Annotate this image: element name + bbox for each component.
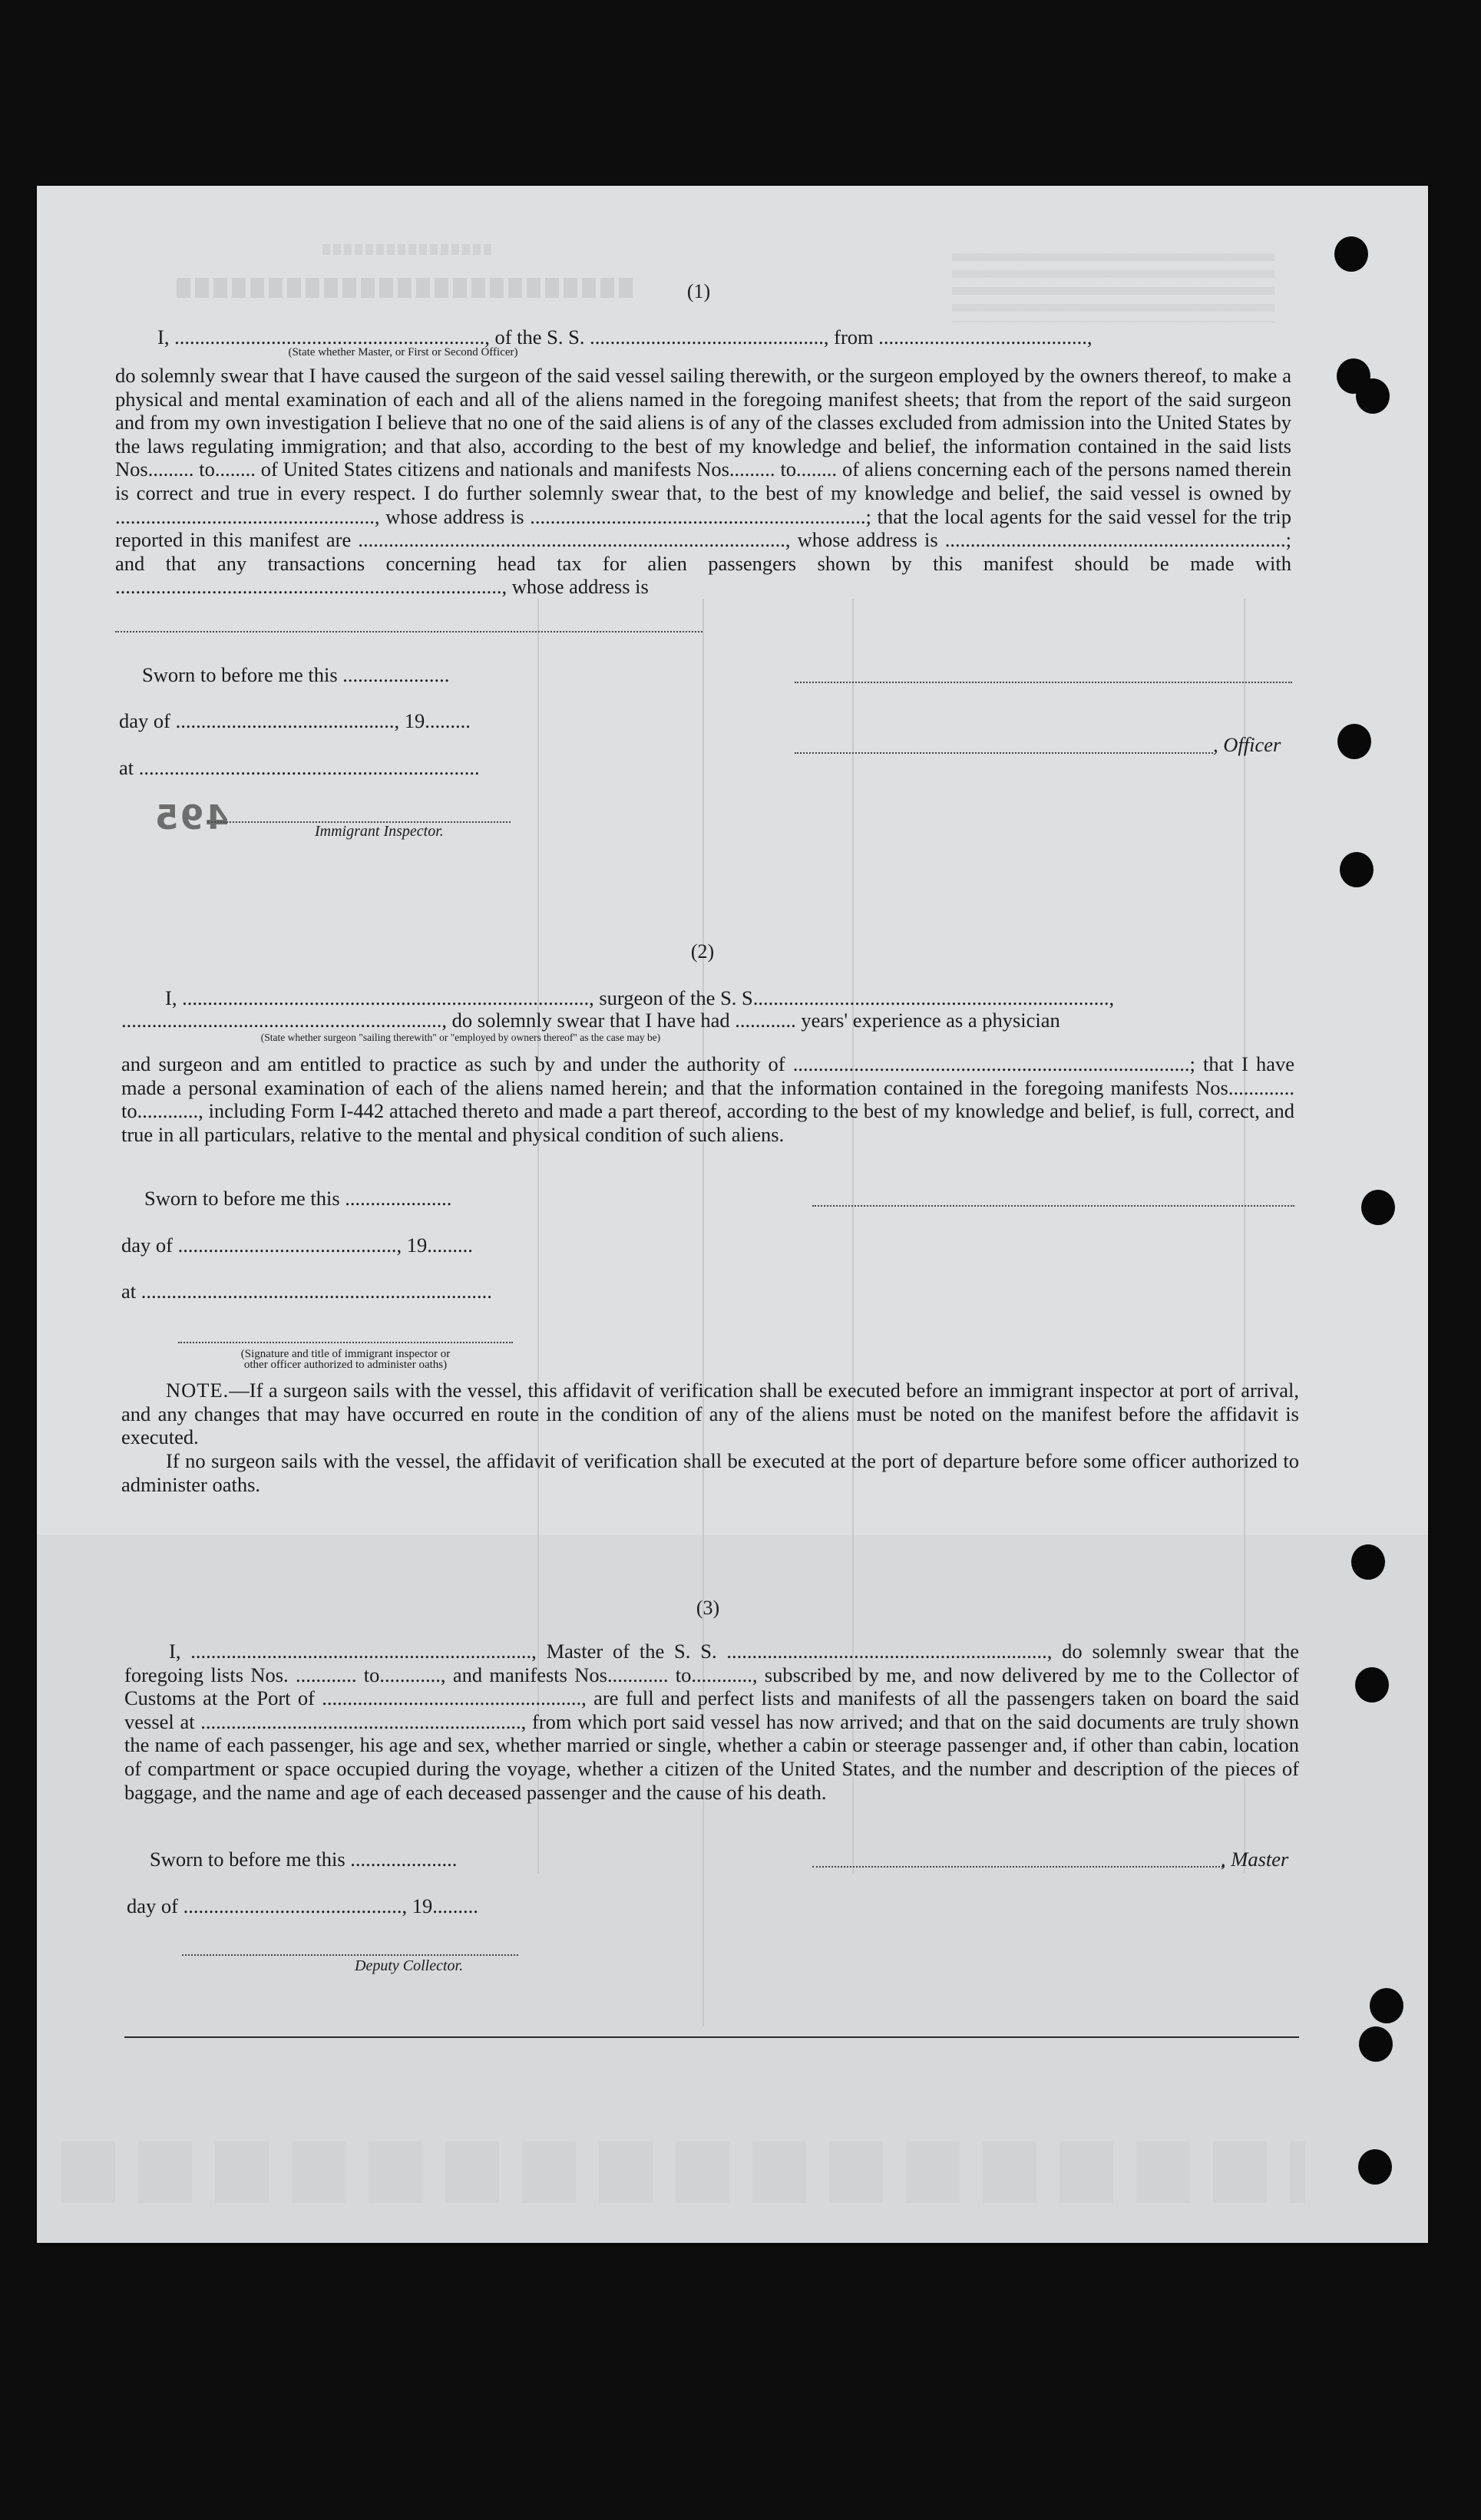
section-2-experience-line: ..............................................................., do solemnly swear that I have had ............ years' experience as a physician [121, 1009, 1060, 1032]
bleed-through-subtitle [322, 244, 491, 255]
section-3-sworn: Sworn to before me this ..................... [150, 1848, 458, 1871]
punch-hole [1358, 2149, 1392, 2185]
bottom-rule [124, 2036, 1299, 2038]
section-1-number: (1) [686, 280, 711, 302]
section-2-surgeon-line: I, ................................................................................, surgeon of the S. S......................................................................, [165, 986, 1115, 1009]
section-2-inspector-signature-line [178, 1342, 513, 1343]
section-2-surgeon-caption: (State whether surgeon "sailing therewith" or "employed by owners thereof" as the case may be) [260, 1032, 661, 1043]
section-2-oath-paragraph: and surgeon and am entitled to practice as such by and under the authority of ..............................................................................; that I have made a personal examination of each of the aliens named herein; and that the information contained in the foregoing manifests Nos............. to............, including Form I-442 attached thereto and made a part thereof, according to the best of my knowledge and belief, is full, correct, and true in all particulars, relative to the mental and physical condition of such aliens. [121, 1052, 1294, 1146]
punch-hole [1337, 724, 1371, 759]
section-1-address-line [115, 631, 702, 632]
section-1-stamp-number: 495 [154, 798, 229, 837]
bleed-through-title [177, 278, 637, 298]
note-label: NOTE. [166, 1379, 230, 1402]
section-1-sworn: Sworn to before me this ..................... [142, 663, 450, 686]
section-1-inspector-caption: Immigrant Inspector. [315, 823, 444, 840]
punch-hole [1370, 1988, 1403, 2023]
punch-hole [1351, 1544, 1385, 1580]
section-2-surgeon-signature-line [812, 1205, 1294, 1207]
section-3-collector-caption: Deputy Collector. [355, 1957, 464, 1974]
section-3-number: (3) [696, 1597, 720, 1619]
section-3-collector-signature-line [182, 1954, 518, 1956]
section-2-signature-caption-2: other officer authorized to administer oaths) [243, 1359, 448, 1371]
punch-hole [1334, 236, 1368, 272]
section-2-at: at ..................................................................... [121, 1280, 492, 1303]
section-1-oath-paragraph: do solemnly swear that I have caused the surgeon of the said vessel sailing therewith, or the surgeon employed by the owners thereof, to make a physical and mental examination of each and all of the aliens named in the foregoing manifest sheets; that from the report of the said surgeon and from my own investigation I believe that no one of the said aliens is of any of the classes excluded from admission into the United States by the laws regulating immigration; and that also, according to the best of my knowledge and belief, the information contained in the said lists Nos......... to........ of United States citizens and nationals and manifests Nos......... to........ of aliens concerning each of the persons named therein is correct and true in every respect. I do further solemnly swear that, to the best of my knowledge and belief, the said vessel is owned by ..................................................., whose address is ..................................................................; that the local agents for the said vessel for the trip reported in this manifest are ...................................................................................., whose address is ...................................................................; and that any transactions concerning head tax for alien passengers shown by this manifest should be made with ............................................................................, whose address is [115, 364, 1291, 599]
section-2-signature-caption-1: (Signature and title of immigrant inspector or [240, 1348, 451, 1360]
section-1-declarant-line: I, ............................................................., of the S. S. .............................................., from ........................................., [157, 325, 1093, 348]
section-1-master-caption: (State whether Master, or First or Second Officer) [288, 346, 518, 358]
section-2-day-of: day of ..........................................., 19......... [121, 1234, 473, 1257]
punch-hole [1355, 1667, 1389, 1703]
section-1-officer-signature-line-1 [795, 682, 1292, 683]
section-1-officer-signature-line-2 [795, 752, 1213, 754]
section-3-oath-paragraph: I, ..................................................................., Master of the S. S. ..............................................................., do solemnly swear that the foregoing lists Nos. ............ to............, and manifests Nos............ to............, subscribed by me, and now delivered by me to the Collector of Customs at the Port of ..................................................., are full and perfect lists and manifests of all the passengers taken on board the said vessel at ..............................................................., from which port said vessel has now arrived; and that on the said documents are truly shown the name of each passenger, his age and sex, whether married or single, whether a cabin or steerage passenger and, if other than cabin, location of compartment or space occupied during the voyage, whether a citizen of the United States, and the number and description of the pieces of baggage, and the name and age of each deceased passenger and the cause of his death. [124, 1640, 1299, 1804]
section-1-day-of: day of ..........................................., 19......... [119, 709, 471, 732]
punch-hole [1359, 2026, 1393, 2062]
punch-hole [1356, 378, 1390, 414]
section-1-officer-label: , Officer [1213, 733, 1281, 756]
bleed-through-dept [952, 253, 1274, 322]
section-2-sworn: Sworn to before me this ..................... [144, 1187, 452, 1210]
section-3-master-label: , Master [1221, 1848, 1289, 1871]
section-3-master-signature-line [812, 1866, 1223, 1868]
bleed-through-footer [61, 2142, 1305, 2203]
punch-hole [1361, 1190, 1395, 1225]
section-2-number: (2) [690, 940, 715, 963]
section-2-note [121, 1379, 1299, 1449]
note-text: —If a surgeon sails with the vessel, this affidavit of verification shall be executed before an immigrant inspector at port of arrival, and any changes that may have occurred en route in the condition of any of the aliens must be noted on the manifest before the affidavit is executed. [121, 1379, 1299, 1449]
section-2-note-2: If no surgeon sails with the vessel, the affidavit of verification shall be executed at the port of departure before some officer authorized to administer oaths. [121, 1449, 1299, 1496]
column-rule [702, 599, 704, 2026]
punch-hole [1340, 852, 1374, 887]
section-1-at: at ................................................................... [119, 756, 480, 779]
section-3-day-of: day of ..........................................., 19......... [127, 1894, 478, 1917]
